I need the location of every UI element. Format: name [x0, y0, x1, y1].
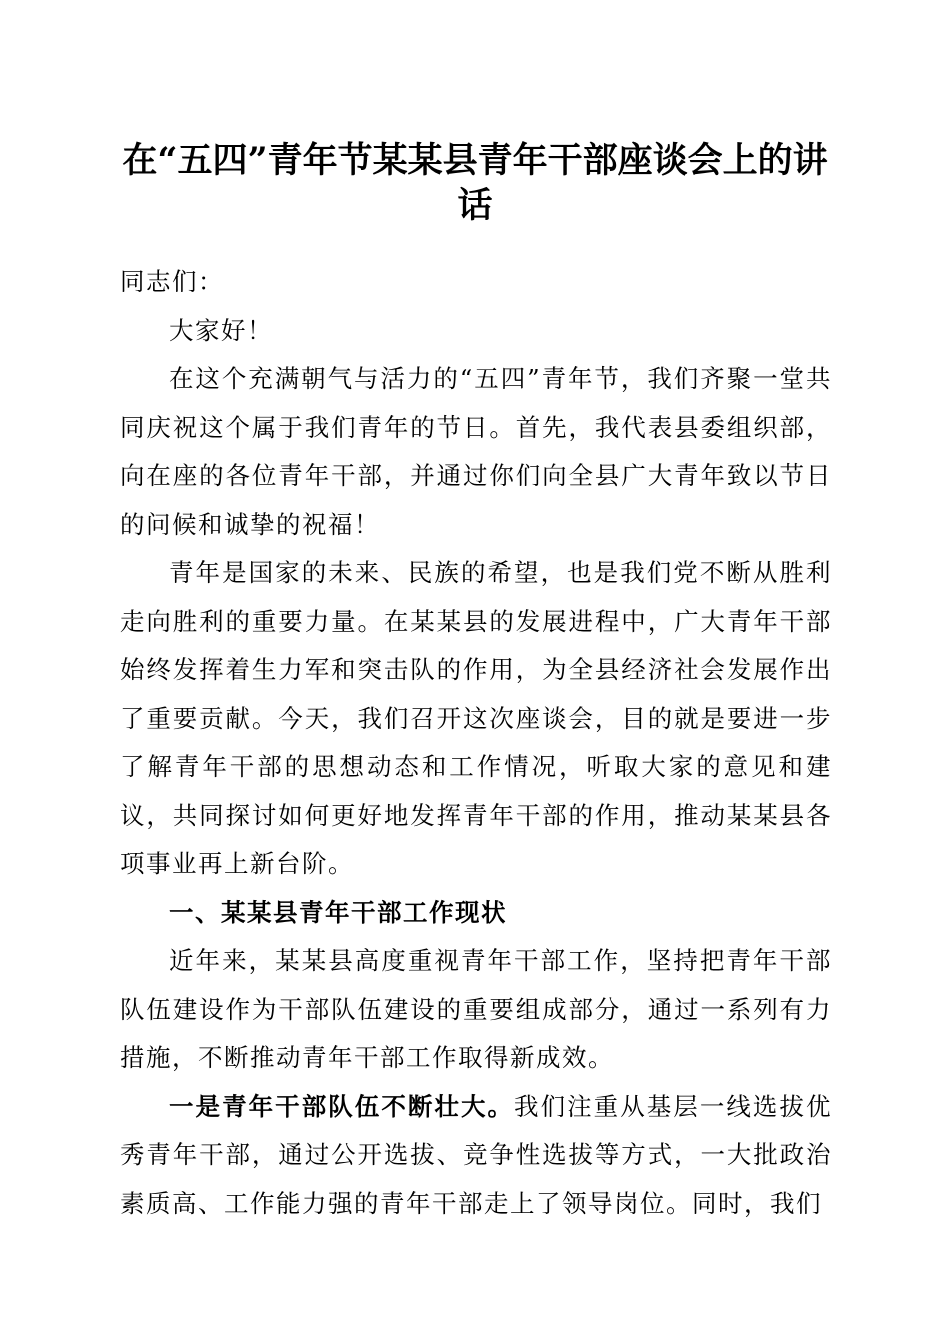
point-text: 我们注重从基层一线选拔优秀青年干部，通过公开选拔、竞争性选拔等方式，一大批政治素质高、工作能力强的青年干部走上了领导岗位。同时，我们: [120, 1091, 833, 1218]
document-body: [120, 258, 832, 1228]
point-lead: 一是青年干部队伍不断壮大。: [169, 1091, 515, 1121]
point-paragraph: [120, 1083, 832, 1229]
section-heading: 一、某某县青年干部工作现状: [169, 897, 507, 927]
document-title: 在“五四”青年节某某县青年干部座谈会上的讲话: [122, 140, 828, 226]
salutation: 同志们：: [120, 267, 224, 296]
section-intro: 近年来，某某县高度重视青年干部工作，坚持把青年干部队伍建设作为干部队伍建设的重要组成部分，通过一系列有力措施，不断推动青年干部工作取得新成效。: [120, 946, 832, 1072]
paragraph-opening: 在这个充满朝气与活力的“五四”青年节，我们齐聚一堂共同庆祝这个属于我们青年的节日。首先，我代表县委组织部，向在座的各位青年干部，并通过你们向全县广大青年致以节日的问候和诚挚的祝福！: [120, 364, 832, 539]
paragraph-purpose: 青年是国家的未来、民族的希望，也是我们党不断从胜利走向胜利的重要力量。在某某县的发展进程中，广大青年干部始终发挥着生力军和突击队的作用，为全县经济社会发展作出了重要贡献。今天，我们召开这次座谈会，目的就是要进一步了解青年干部的思想动态和工作情况，听取大家的意见和建议，共同探讨如何更好地发挥青年干部的作用，推动某某县各项事业再上新台阶。: [120, 558, 832, 878]
greeting: 大家好！: [169, 315, 273, 345]
